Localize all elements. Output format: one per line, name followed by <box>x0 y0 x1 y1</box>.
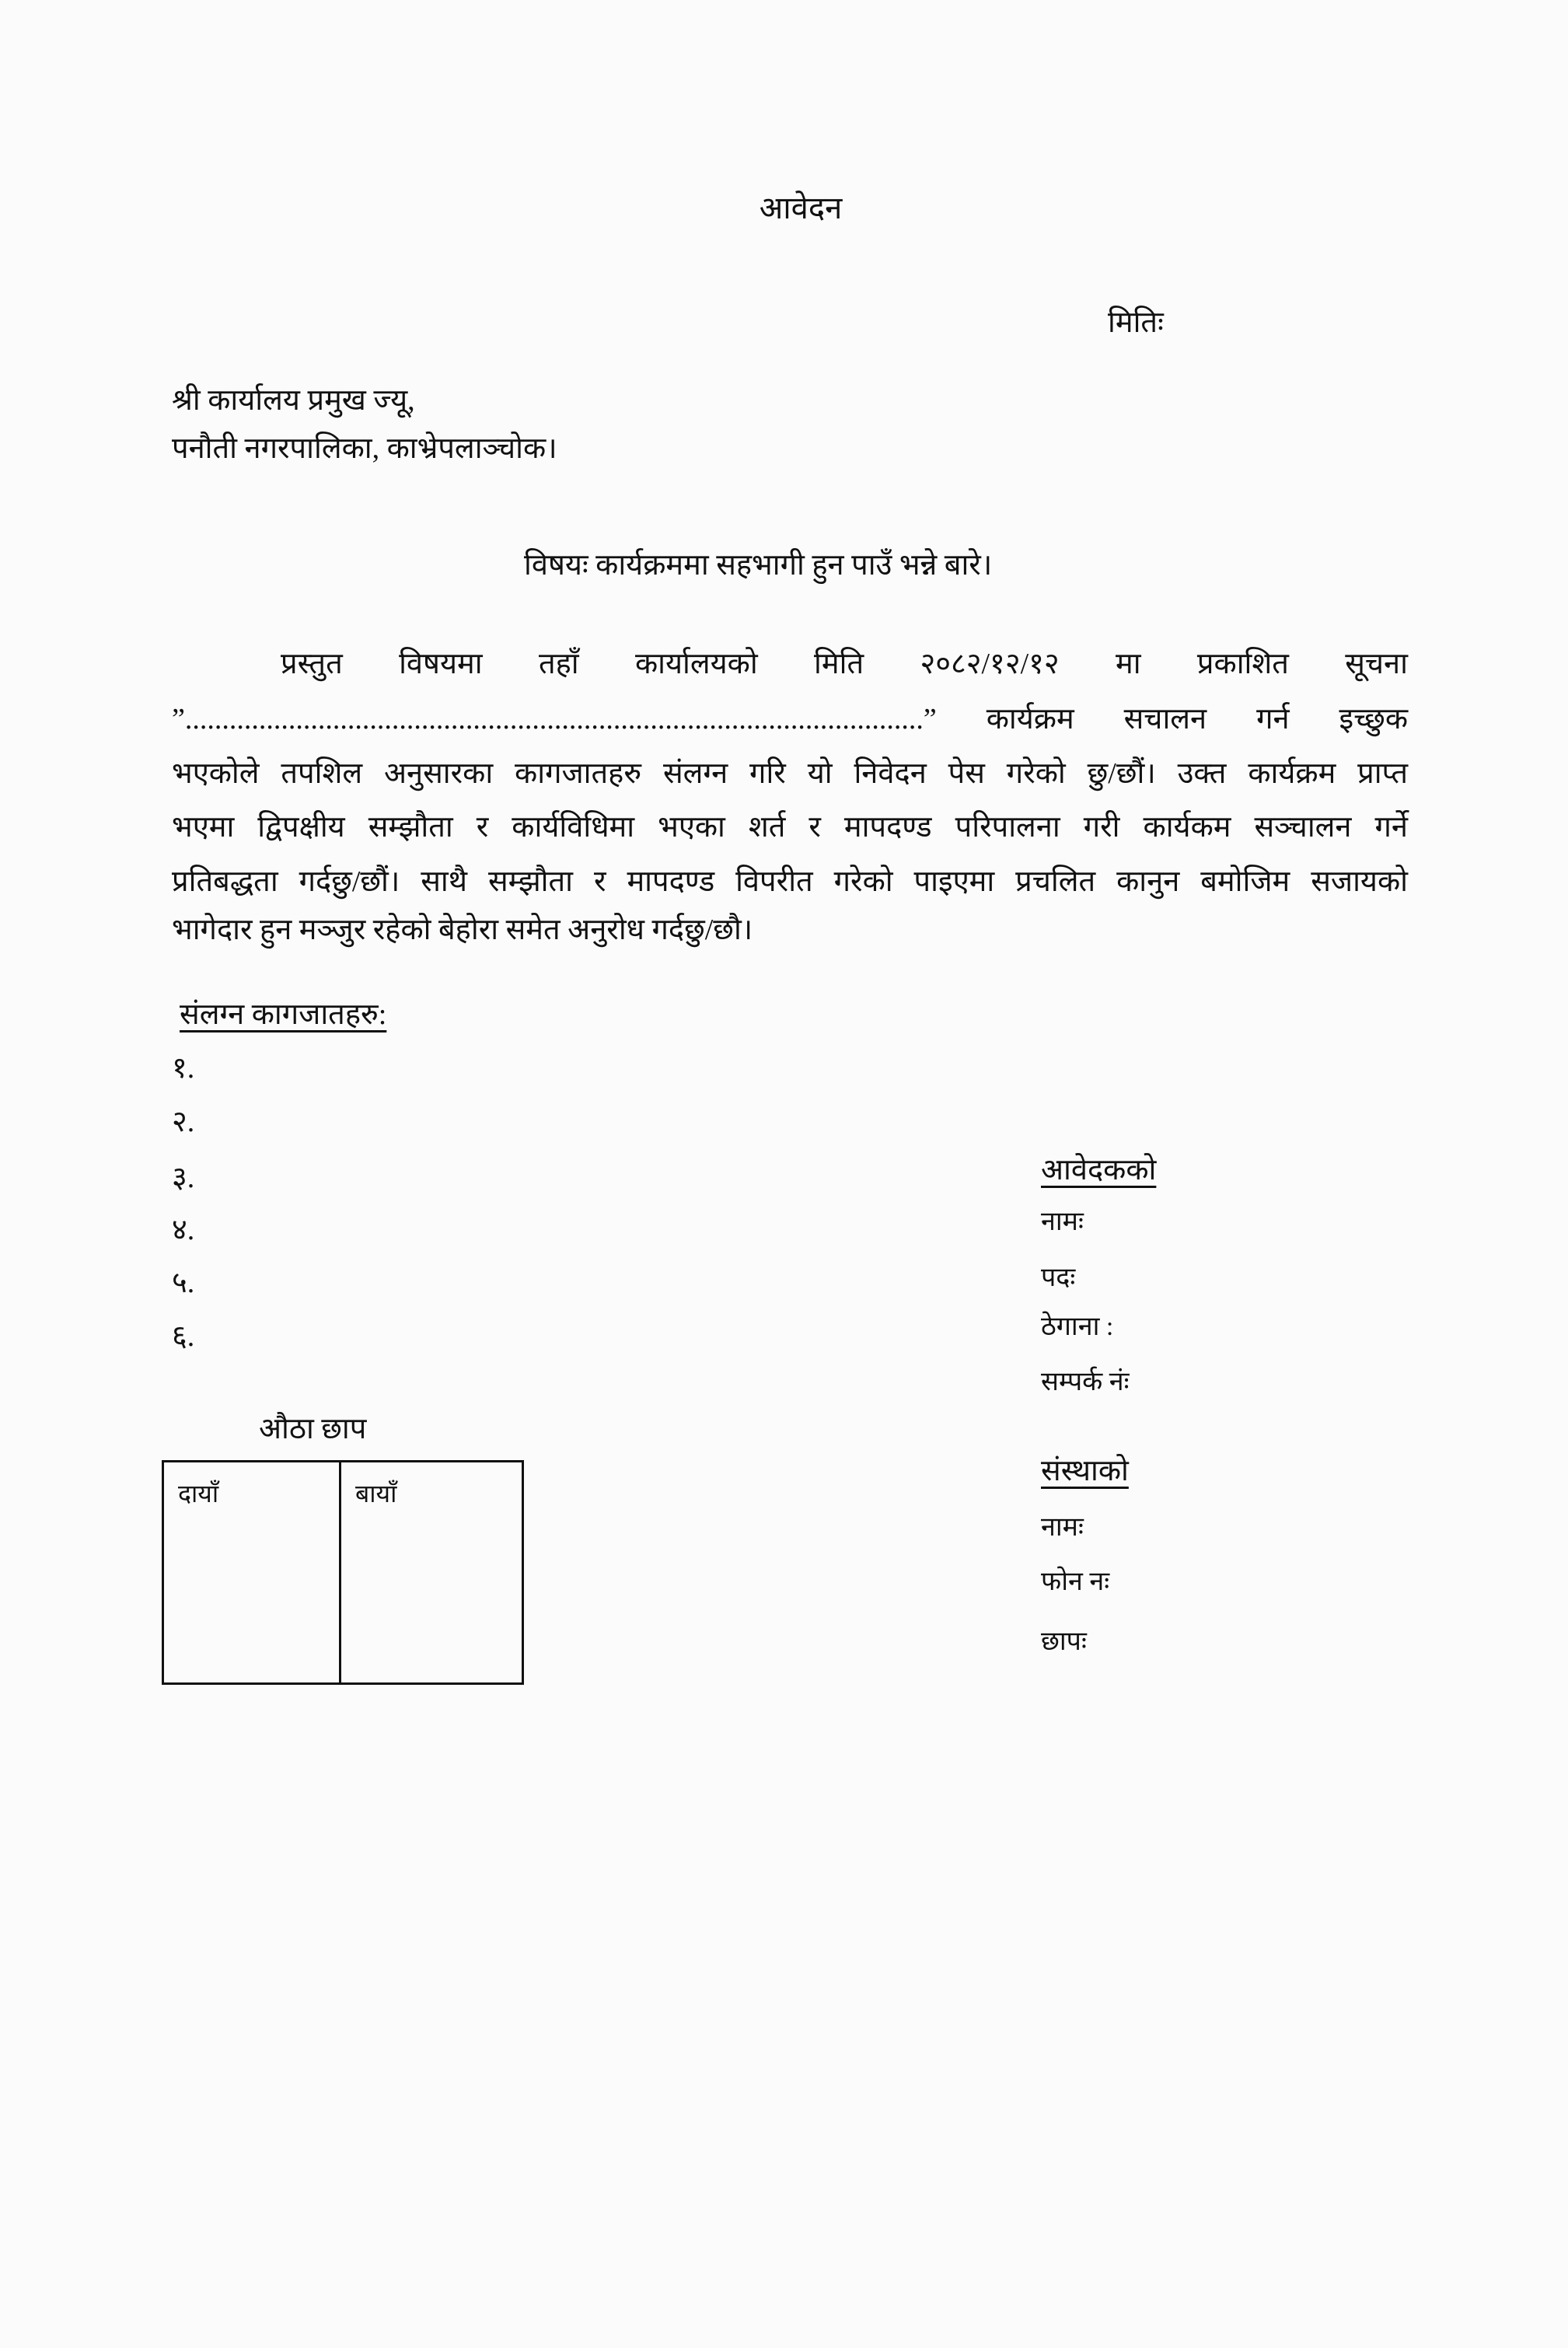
body-line: प्रतिबद्धता गर्दछु/छौं। साथै सम्झौता र मापदण्ड विपरीत गरेको पाइएमा प्रचलित कानुन बमोजिम सजायको <box>172 865 1408 898</box>
attachment-item: १. <box>172 1052 195 1085</box>
attachment-item: ४. <box>172 1214 195 1246</box>
thumbprint-box <box>162 1460 524 1685</box>
recipient-line-1: श्री कार्यालय प्रमुख ज्यू, <box>172 384 415 417</box>
applicant-heading: आवेदकको <box>1041 1154 1157 1186</box>
thumbprint-left-label: बायाँ <box>355 1480 397 1508</box>
thumbprint-divider <box>339 1462 341 1682</box>
attachment-item: ३. <box>172 1162 195 1194</box>
body-line: भएकोले तपशिल अनुसारका कागजातहरु संलग्न गरि यो निवेदन पेस गरेको छु/छौं। उक्त कार्यक्रम प्राप्त <box>172 757 1408 790</box>
applicant-name-label: नामः <box>1041 1207 1084 1236</box>
attachment-item: ६. <box>172 1320 195 1353</box>
organization-heading: संस्थाको <box>1041 1455 1129 1487</box>
body-line: भएमा द्विपक्षीय सम्झौता र कार्यविधिमा भएका शर्त र मापदण्ड परिपालना गरी कार्यकम सञ्चालन गर्ने <box>172 811 1408 844</box>
attachments-heading: संलग्न कागजातहरु: <box>180 998 387 1031</box>
thumbprint-heading: औठा छाप <box>259 1413 367 1445</box>
applicant-address-label: ठेगाना : <box>1041 1312 1114 1341</box>
applicant-contact-label: सम्पर्क नंः <box>1041 1368 1130 1396</box>
subject: विषयः कार्यक्रममा सहभागी हुन पाउँ भन्ने बारे। <box>524 549 993 582</box>
attachment-item: ५. <box>172 1267 195 1299</box>
recipient-line-2: पनौती नगरपालिका, काभ्रेपलाञ्चोक। <box>172 432 557 465</box>
date-label: मितिः <box>1108 306 1164 339</box>
organization-name-label: नामः <box>1041 1513 1084 1542</box>
organization-stamp-label: छापः <box>1041 1627 1087 1656</box>
thumbprint-right-label: दायाँ <box>178 1480 219 1508</box>
body-line: भागेदार हुन मञ्जुर रहेको बेहोरा समेत अनुरोध गर्दछु/छौ। <box>172 914 753 946</box>
page-title: आवेदन <box>759 190 843 225</box>
attachment-item: २. <box>172 1106 195 1138</box>
organization-phone-label: फोन नः <box>1041 1567 1110 1596</box>
body-line: प्रस्तुत विषयमा तहाँ कार्यालयको मिति २०८२/१२/१२ मा प्रकाशित सूचना <box>281 648 1408 680</box>
body-line: ”....................................................................................................” कार्यक्रम सचालन गर्न इच्छुक <box>172 703 1408 735</box>
applicant-position-label: पदः <box>1041 1263 1076 1292</box>
